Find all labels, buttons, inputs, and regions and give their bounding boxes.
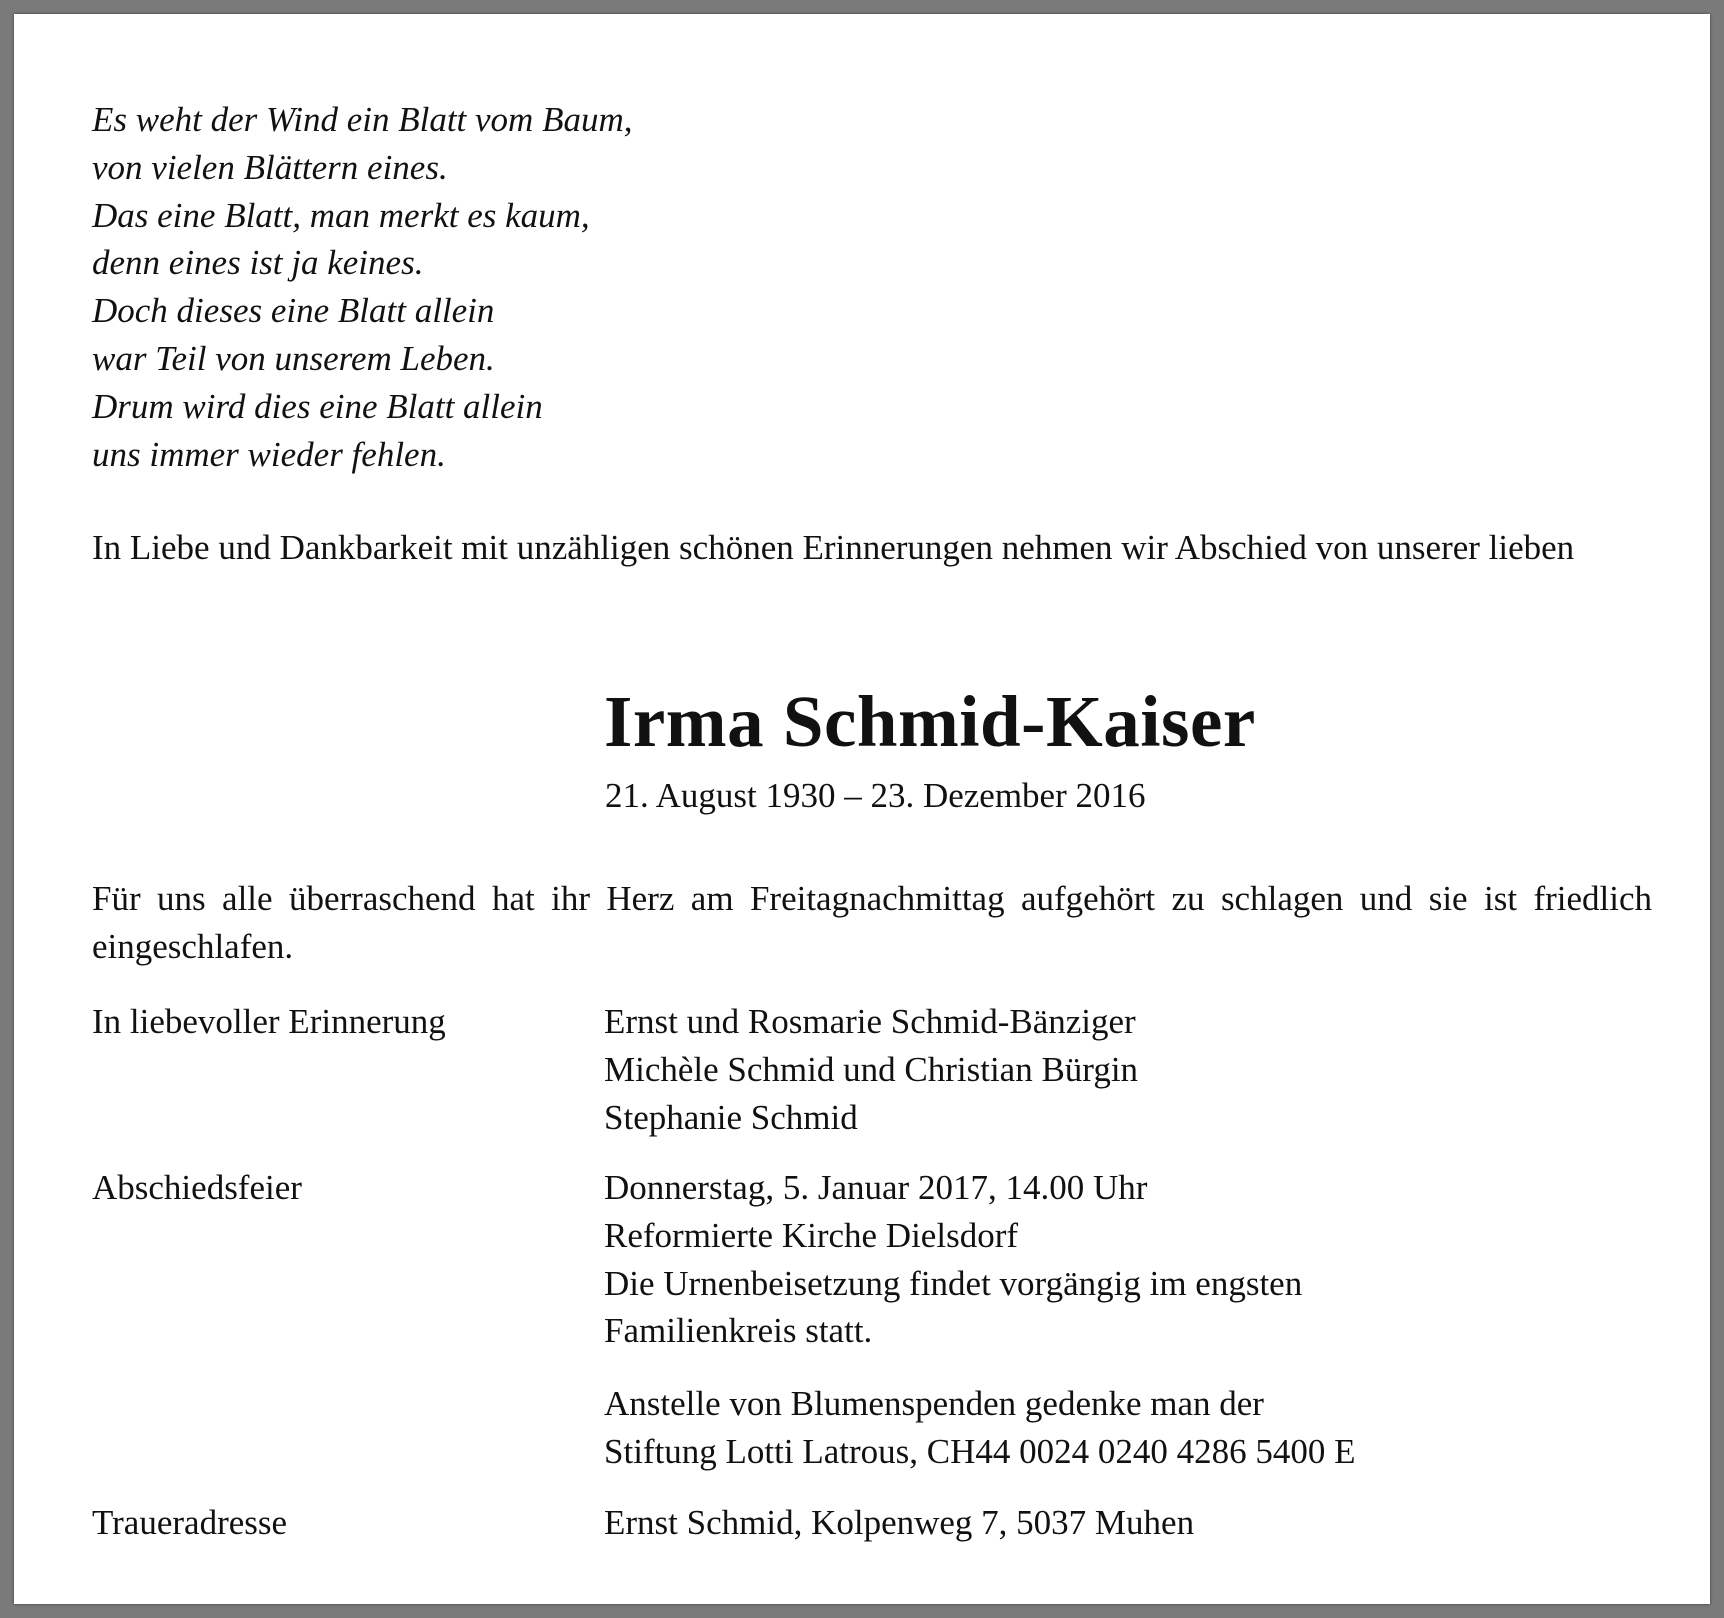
ceremony-line: Die Urnenbeisetzung findet vorgängig im engsten — [604, 1263, 1303, 1303]
deceased-name: Irma Schmid-Kaiser — [604, 681, 1256, 762]
poem-line: denn eines ist ja keines. — [92, 243, 424, 283]
mourner-line: Stephanie Schmid — [604, 1097, 858, 1137]
donation-note — [604, 1380, 1356, 1476]
mourner-line: Ernst und Rosmarie Schmid-Bänziger — [604, 1002, 1136, 1041]
intro-text: In Liebe und Dankbarkeit mit unzähligen schönen Erinnerungen nehmen wir Abschied von unserer lieben — [92, 528, 1575, 567]
ceremony-line: Donnerstag, 5. Januar 2017, 14.00 Uhr — [604, 1168, 1148, 1207]
donation-line: Stiftung Lotti Latrous, CH44 0024 0240 4286 5400 E — [604, 1431, 1356, 1471]
poem-line: Es weht der Wind ein Blatt vom Baum, — [92, 100, 633, 139]
mourners-list — [604, 998, 1138, 1141]
address-line: Ernst Schmid, Kolpenweg 7, 5037 Muhen — [604, 1503, 1195, 1542]
poem-line: Das eine Blatt, man merkt es kaum, — [92, 195, 590, 235]
mourner-line: Michèle Schmid und Christian Bürgin — [604, 1049, 1139, 1089]
ceremony-line: Reformierte Kirche Dielsdorf — [604, 1215, 1019, 1255]
deceased-dates: 21. August 1930 – 23. Dezember 2016 — [605, 776, 1146, 815]
mourners-label: In liebevoller Erinnerung — [92, 1002, 446, 1041]
address-value — [604, 1499, 1194, 1547]
poem-line: von vielen Blättern eines. — [92, 147, 448, 187]
poem-line: Doch dieses eine Blatt allein — [92, 291, 495, 331]
poem-line: war Teil von unserem Leben. — [92, 338, 495, 378]
ceremony-label: Abschiedsfeier — [92, 1168, 302, 1207]
obituary-page — [14, 14, 1710, 1604]
poem-line: Drum wird dies eine Blatt allein — [92, 386, 543, 426]
poem-line: uns immer wieder fehlen. — [92, 434, 446, 474]
donation-line: Anstelle von Blumenspenden gedenke man der — [604, 1384, 1264, 1423]
poem — [92, 96, 632, 478]
closing-text: Für uns alle überraschend hat ihr Herz am Freitagnachmittag aufgehört zu schlagen und sie ist friedlich eingeschlafen. — [92, 879, 1652, 966]
ceremony-details — [604, 1164, 1302, 1355]
address-label: Traueradresse — [92, 1503, 288, 1542]
ceremony-line: Familienkreis statt. — [604, 1311, 873, 1351]
